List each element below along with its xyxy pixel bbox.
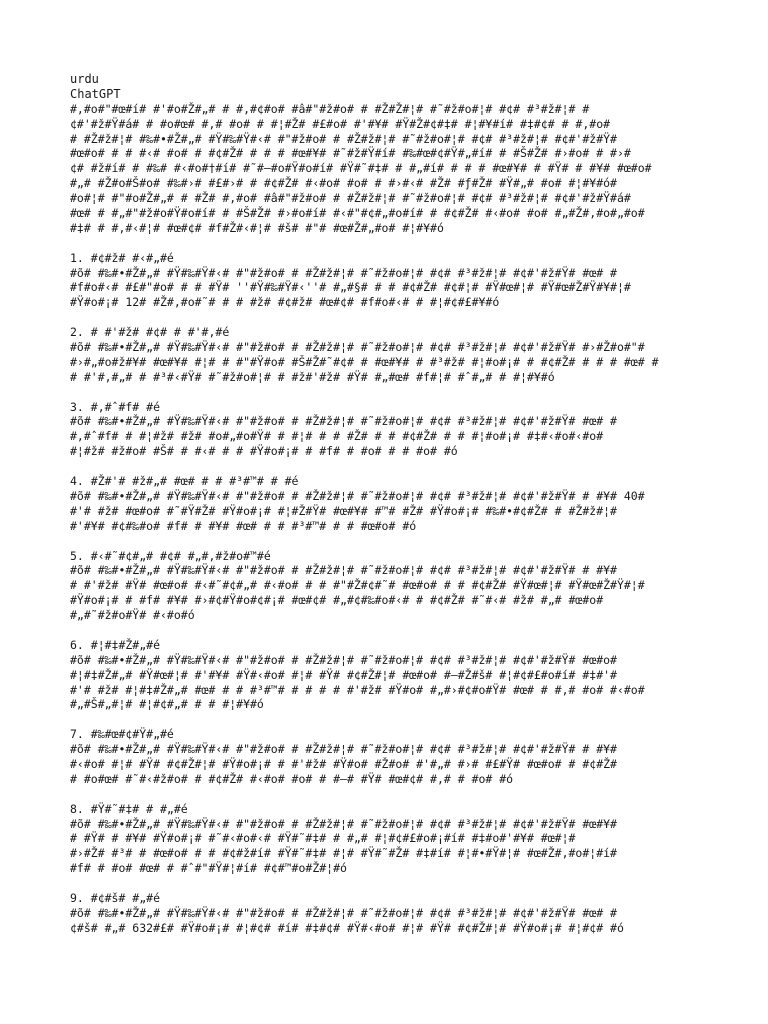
- section-heading: 8. #Ÿ#˜#‡# # #„#é: [70, 801, 188, 816]
- section-heading: 2. # #'#ž# #¢# # #'#,#é: [70, 325, 230, 340]
- section-line: #õ# #‰#•#Ž#„# #Ÿ#‰#Ÿ#‹# #"#ž#o# # #Ž#ž#¦# #˜#ž#o#¦# #¢# #³#ž#¦# #¢#'#ž#Ÿ# #œ#o#: [70, 652, 617, 667]
- section-line: #¦#ž# #ž#o# #Š# # #‹# # # #Ÿ#o#¡# # #f# # #o# # # #o# #ó: [70, 444, 458, 459]
- section-heading: 9. #¢#š# #„#é: [70, 890, 161, 905]
- document-page: [70, 72, 710, 936]
- section-7: [70, 727, 710, 787]
- section-line: #õ# #‰#•#Ž#„# #Ÿ#‰#Ÿ#‹# #"#ž#o# # #Ž#ž#¦# #˜#ž#o#¦# #¢# #³#ž#¦# #¢#'#ž#Ÿ# #œ# #: [70, 905, 617, 920]
- section-line: #„#˜#ž#o#Ÿ# #‹#o#ó: [70, 608, 195, 623]
- section-line: #'# #ž# #œ#o# #˜#Ÿ#Ž# #Ÿ#o#¡# #¦#Ž#Ÿ# #œ#¥# #™# #Ž# #Ÿ#o#¡# #‰#•#¢#Ž# # #Ž#ž#¦#: [70, 503, 617, 518]
- section-line: #Ÿ#o#¡# # #f# #¥# #›#¢#Ÿ#o#¢#¡# #œ#¢# #„#¢#‰#o#‹# # #¢#Ž# #˜#‹# #ž# #„# #œ#o#: [70, 593, 604, 608]
- section-8: [70, 802, 710, 876]
- section-line: #õ# #‰#•#Ž#„# #Ÿ#‰#Ÿ#‹# #"#ž#o# # #Ž#ž#¦# #˜#ž#o#¦# #¢# #³#ž#¦# #¢#'#ž#Ÿ# #›#Ž#o#"#: [70, 340, 645, 355]
- section-line: #›#„#o#ž#¥# #œ#¥# #¦# # #"#Ÿ#o# #Š#Ž#˜#¢# # #œ#¥# # #³#ž# #¦#o#¡# # #¢#Ž# # # # #œ# #: [70, 354, 659, 369]
- section-line: #,#ˆ#f# # #¦#ž# #ž# #o#„#o#Ÿ# # #¦# # # #Ž# # # #¢#Ž# # # #¦#o#¡# #‡#‹#o#‹#o#: [70, 429, 604, 444]
- section-heading: 1. #¢#ž# #‹#„#é: [70, 250, 174, 265]
- intro-line: #„# #Ž#o#Š#o# #‰#›# #£#›# # #¢#Ž# #‹#o# #o# # #›#‹# #Ž# #ƒ#Ž# #Ÿ#„# #o# #¦#¥#ó#: [70, 176, 617, 191]
- intro-line: #œ#o# # # #‹# #o# # #¢#Ž# # # # #œ#¥# #˜#ž#Ÿ#í# #‰#œ#¢#Ÿ#„#í# # #Š#Ž# #›#o# # #›#: [70, 146, 631, 161]
- section-line: #„#Š#„#¦# #¦#¢#„# # # #¦#¥#ó: [70, 697, 264, 712]
- section-line: #õ# #‰#•#Ž#„# #Ÿ#‰#Ÿ#‹# #"#ž#o# # #Ž#ž#¦# #˜#ž#o#¦# #¢# #³#ž#¦# #¢#'#ž#Ÿ# # #¥#: [70, 563, 617, 578]
- intro-line: #o#¦# #"#o#Ž#„# # #Ž# #,#o# #â#"#ž#o# # #Ž#ž#¦# #˜#ž#o#¦# #¢# #³#ž#¦# #¢#'#ž#Ÿ#á#: [70, 191, 631, 206]
- section-line: #õ# #‰#•#Ž#„# #Ÿ#‰#Ÿ#‹# #"#ž#o# # #Ž#ž#¦# #˜#ž#o#¦# #¢# #³#ž#¦# #¢#'#ž#Ÿ# #œ# #: [70, 414, 617, 429]
- section-line: #¦#‡#Ž#„# #Ÿ#œ#¦# #'#¥# #Ÿ#‹#o# #¦# #Ÿ# #¢#Ž#¦# #œ#o# #–#Ž#š# #¦#¢#£#o#í# #‡#'#: [70, 667, 617, 682]
- section-line: # #o#œ# #˜#‹#ž#o# # #¢#Ž# #‹#o# #o# # #—# #Ÿ# #œ#¢# #,# # #o# #ó: [70, 771, 514, 786]
- section-heading: 6. #¦#‡#Ž#„#é: [70, 637, 161, 652]
- section-line: #›#Ž# #³# # #œ#o# # # #¢#ž#í# #Ÿ#˜#‡# #¦# #Ÿ#˜#Ž# #‡#í# #¦#•#Ÿ#¦# #œ#Ž#,#o#¦#í#: [70, 846, 617, 861]
- section-line: # #Ÿ# # #¥# #Ÿ#o#¡# #˜#‹#o#‹# #Ÿ#˜#‡# # #„# #¦#¢#£#o#¡#í# #‡#o#'#¥# #œ#¦#: [70, 831, 576, 846]
- section-9: [70, 891, 710, 936]
- intro-line: #‡# # #,#‹#¦# #œ#¢# #f#Ž#‹#¦# #š# #"# #œ#Ž#„#o# #¦#¥#ó: [70, 220, 444, 235]
- section-line: #õ# #‰#•#Ž#„# #Ÿ#‰#Ÿ#‹# #"#ž#o# # #Ž#ž#¦# #˜#ž#o#¦# #¢# #³#ž#¦# #¢#'#ž#Ÿ# #œ# #: [70, 265, 617, 280]
- section-line: #õ# #‰#•#Ž#„# #Ÿ#‰#Ÿ#‹# #"#ž#o# # #Ž#ž#¦# #˜#ž#o#¦# #¢# #³#ž#¦# #¢#'#ž#Ÿ# # #¥# 40#: [70, 488, 645, 503]
- intro-line: #œ# # #„#"#ž#o#Ÿ#o#í# # #Š#Ž# #›#o#í# #‹#"#¢#„#o#í# # #¢#Ž# #‹#o# #o# #„#Ž#,#o#„#o#: [70, 206, 645, 221]
- intro-line: ¢# #ž#í# # #‰# #‹#o#†#í# #˜#—#o#Ÿ#o#í# #Ÿ#˜#‡# # #„#í# # # # #œ#¥# # #Ÿ# # #¥# #œ#o#: [70, 161, 652, 176]
- document-title: urdu: [70, 72, 99, 86]
- section-line: #õ# #‰#•#Ž#„# #Ÿ#‰#Ÿ#‹# #"#ž#o# # #Ž#ž#¦# #˜#ž#o#¦# #¢# #³#ž#¦# #¢#'#ž#Ÿ# # #¥#: [70, 742, 617, 757]
- section-line: # #'#ž# #Ÿ# #œ#o# #‹#˜#¢#„# #‹#o# # # #"#Ž#¢#˜# #œ#o# # # #¢#Ž# #Ÿ#œ#¦# #Ÿ#œ#Ž#Ÿ#¦#: [70, 578, 645, 593]
- section-4: [70, 474, 710, 534]
- section-heading: 7. #‰#œ#¢#Ÿ#„#é: [70, 727, 174, 742]
- section-line: #'#¥# #¢#‰#o# #f# # #¥# #œ# # # #³#™# # # #œ#o# #ó: [70, 518, 417, 533]
- intro-line: ¢#'#ž#Ÿ#á# # #o#œ# #,# #o# # #¦#Ž# #£#o# #'#¥# #Ÿ#Ž#¢#‡# #¦#¥#í# #‡#¢# # #,#o#: [70, 116, 611, 131]
- section-line: #f# # #o# #œ# # #ˆ#"#Ÿ#¦#í# #¢#™#o#Ž#¦#ó: [70, 861, 347, 876]
- section-2: [70, 325, 710, 385]
- document-source: ChatGPT: [70, 86, 121, 101]
- section-line: #'# #ž# #¦#‡#Ž#„# #œ# # # #³#™# # # # # #'#ž# #Ÿ#o# #„#›#¢#o#Ÿ# #œ# # #,# #o# #‹#o#: [70, 682, 645, 697]
- section-line: #f#o#‹# #£#"#o# # # #Ÿ# ''#Ÿ#‰#Ÿ#‹''# #„#§# # # #¢#Ž# #¢#¦# #Ÿ#œ#¦# #Ÿ#œ#Ž#Ÿ#¥#¦#: [70, 280, 631, 295]
- intro-line: # #Ž#ž#¦# #‰#•#Ž#„# #Ÿ#‰#Ÿ#‹# #"#ž#o# # #Ž#ž#¦# #˜#ž#o#¦# #¢# #³#ž#¦# #¢#'#ž#Ÿ#: [70, 131, 617, 146]
- section-line: #‹#o# #¦# #Ÿ# #¢#Ž#¦# #Ÿ#o#¡# # #'#ž# #Ÿ#o# #Ž#o# #'#„# #›# #£#Ÿ# #œ#o# # #¢#Ž#: [70, 756, 617, 771]
- section-heading: 4. #Ž#'# #ž#„# #œ# # # #³#™# # #é: [70, 474, 299, 489]
- intro-line: #,#o#"#œ#í# #'#o#Ž#„# # #,#¢#o# #â#"#ž#o# # #Ž#Ž#¦# #˜#ž#o#¦# #¢# #³#ž#¦# #: [70, 101, 590, 116]
- section-5: [70, 549, 710, 623]
- section-line: #Ÿ#o#¡# 12# #Ž#,#o#˜# # # #ž# #¢#ž# #œ#¢# #f#o#‹# # #¦#¢#£#¥#ó: [70, 295, 500, 310]
- section-1: [70, 251, 710, 311]
- section-heading: 5. #‹#˜#¢#„# #¢# #„#,#ž#o#™#é: [70, 548, 271, 563]
- section-line: ¢#š# #„# 632#£# #Ÿ#o#¡# #¦#¢# #í# #‡#¢# #Ÿ#‹#o# #¦# #Ÿ# #¢#Ž#¦# #Ÿ#o#¡# #¦#¢# #ó: [70, 920, 624, 935]
- section-heading: 3. #,#ˆ#f# #é: [70, 399, 161, 414]
- section-line: # #'#,#„# # #³#‹#Ÿ# #˜#ž#o#¦# # #ž#'#ž# #Ÿ# #„#œ# #f#¦# #ˆ#„# # #¦#¥#ó: [70, 369, 555, 384]
- intro-paragraph: [70, 102, 710, 236]
- section-6: [70, 638, 710, 712]
- section-line: #õ# #‰#•#Ž#„# #Ÿ#‰#Ÿ#‹# #"#ž#o# # #Ž#ž#¦# #˜#ž#o#¦# #¢# #³#ž#¦# #¢#'#ž#Ÿ# #œ#¥#: [70, 816, 617, 831]
- section-3: [70, 400, 710, 460]
